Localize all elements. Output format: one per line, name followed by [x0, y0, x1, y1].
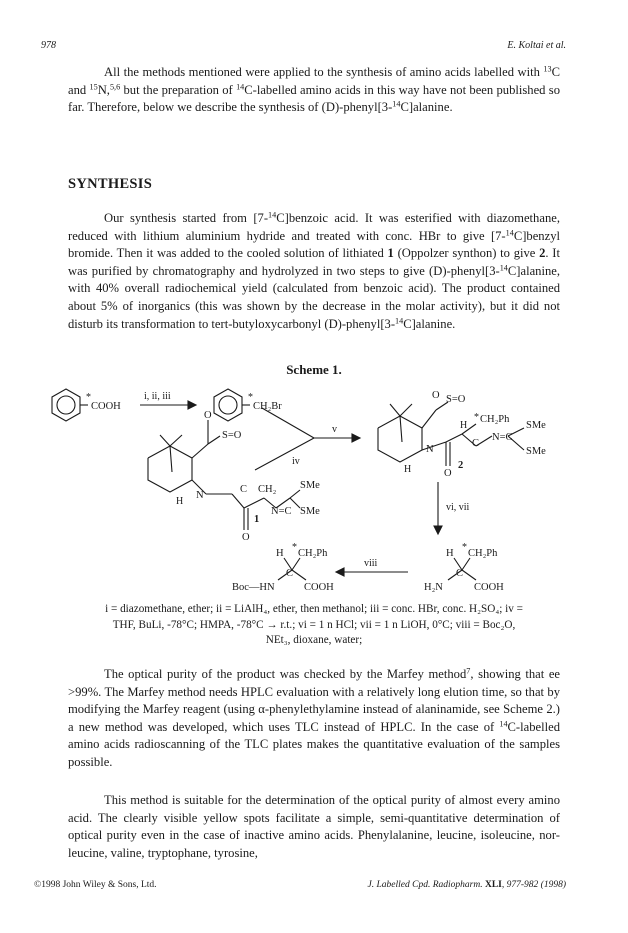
running-head: E. Koltai et al. — [507, 40, 566, 51]
page-number: 978 — [41, 40, 56, 51]
label-ch2-1: CH₂ — [258, 484, 277, 495]
label-cooh-3: COOH — [474, 582, 504, 593]
label-n-2: N — [426, 444, 434, 455]
section-heading-synthesis: SYNTHESIS — [68, 176, 153, 192]
label-step-viii: viii — [364, 558, 378, 569]
label-sme-1b: SMe — [300, 506, 320, 517]
scheme-title: Scheme 1. — [286, 362, 342, 377]
label-step-v: v — [332, 424, 337, 435]
label-ch2ph-2: CH₂Ph — [480, 414, 510, 425]
label-star-5: * — [292, 542, 297, 553]
label-star-3: * — [474, 412, 479, 423]
label-step-vi-vii: vi, vii — [446, 502, 470, 513]
marfey-paragraph: The optical purity of the product was checked by the Marfey method$^7$, showing that ee >99%. The Marfey method needs HPLC evaluation with a relatively long elution time, so that by modifying the Marfey reagent (using α-phenylethylamine instead of alaninamide, see Scheme 2.) a new method was developed, which uses TLC instead of HPLC. In the case of $^{14}$C-labelled amino acids radioscanning of the TLC plates makes the quantitative evaluation of the samples possible. — [68, 666, 561, 769]
suitable-paragraph: This method is suitable for the determination of the optical purity of almost every amino acid. The clearly visible yellow spots facilitate a simple, semi-quantitative determination of optical purity even in the case of inactive amino acids. Phenylalanine, leucine, isoleucine, nor-leucine, valine, tryptophane, tyrosine, — [68, 793, 560, 860]
label-h-2: H — [404, 464, 412, 475]
label-ch2ph-3: CH₂Ph — [468, 548, 498, 559]
footer-copyright: ©1998 John Wiley & Sons, Ltd. — [34, 880, 157, 890]
label-ch2ph-4: CH₂Ph — [298, 548, 328, 559]
label-ch2br: CH₂Br — [253, 401, 282, 412]
label-n-1: N — [196, 490, 204, 501]
reaction-scheme — [0, 380, 628, 602]
label-neq-2: N=C — [492, 432, 513, 443]
label-so-1: S=O — [222, 430, 242, 441]
scheme-caption: i = diazomethane, ether; ii = LiAlH₄, ether, then methanol; iii = conc. HBr, conc. H₂SO₄; iv = THF, BuLi, -78°C; HMPA, -78°C → r.t.; vi = 1 n HCl; vii = 1 n LiOH, 0°C; viii = Boc₂O, NEt₃, dioxane, water; — [105, 603, 523, 647]
label-so-2: S=O — [446, 394, 466, 405]
label-o-1b: O — [242, 532, 250, 543]
label-step-1: i, ii, iii — [144, 391, 171, 402]
arrow-step-v — [262, 408, 314, 438]
label-cooh-4: COOH — [304, 582, 334, 593]
footer-citation: J. Labelled Cpd. Radiopharm. XLI, 977-982 (1998) — [367, 880, 566, 890]
label-o-1: O — [204, 410, 212, 421]
label-boc: Boc—HN — [232, 582, 275, 593]
label-o-2: O — [432, 390, 440, 401]
label-c-3: C — [456, 568, 464, 579]
label-sme-2a: SMe — [526, 420, 546, 431]
label-o-2b: O — [444, 468, 452, 479]
label-cooh-1: COOH — [91, 401, 121, 412]
label-star-4: * — [462, 542, 467, 553]
label-c-1: C — [240, 484, 248, 495]
label-step-iv: iv — [292, 456, 300, 467]
label-neq-1: N=C — [271, 506, 292, 517]
label-compound-1: 1 — [254, 514, 260, 525]
label-h-1: H — [176, 496, 184, 507]
label-h2n: H₂N — [424, 582, 443, 593]
label-star-1: * — [86, 392, 91, 403]
synthesis-paragraph: Our synthesis started from [7-$^{14}$C]benzoic acid. It was esterified with diazomethane, reduced with lithium aluminium hydride and treated with conc. HBr to give [7-$^{14}$C]benzyl bromide. Then it was added to the cooled solution of lithiated 1 (Oppolzer synthon) to give 2. It was purified by chromatography and hydrolyzed in two steps to give (D)-phenyl[3-$^{14}$C]alanine, with 40% overall radiochemical yield (calculated from benzoic acid). The product contained about 5% of inorganics (this was shown by the decrease in the molar activity), but it did not disturb its transformation to tert-butyloxycarbonyl (D)-phenyl[3-$^{14}$C]alanine. — [68, 210, 560, 331]
label-c-4: C — [286, 568, 294, 579]
benzene-ring-benzoic-acid — [52, 389, 88, 421]
intro-paragraph: All the methods mentioned were applied to the synthesis of amino acids labelled with $^{13}$C and $^{15}$N,$^{5,6}$ but the preparation of $^{14}$C-labelled amino acids in this way have not been published so far. Therefore, below we describe the synthesis of (D)-phenyl[3-$^{14}$C]alanine. — [68, 64, 560, 115]
benzene-ring-benzyl-bromide — [214, 389, 250, 421]
label-h-3: H — [446, 548, 454, 559]
label-c-2: C — [472, 438, 480, 449]
label-star-2: * — [248, 392, 253, 403]
label-h-4: H — [276, 548, 284, 559]
label-compound-2: 2 — [458, 460, 464, 471]
label-sme-1a: SMe — [300, 480, 320, 491]
label-sme-2b: SMe — [526, 446, 546, 457]
label-h-2b: H — [460, 420, 468, 431]
